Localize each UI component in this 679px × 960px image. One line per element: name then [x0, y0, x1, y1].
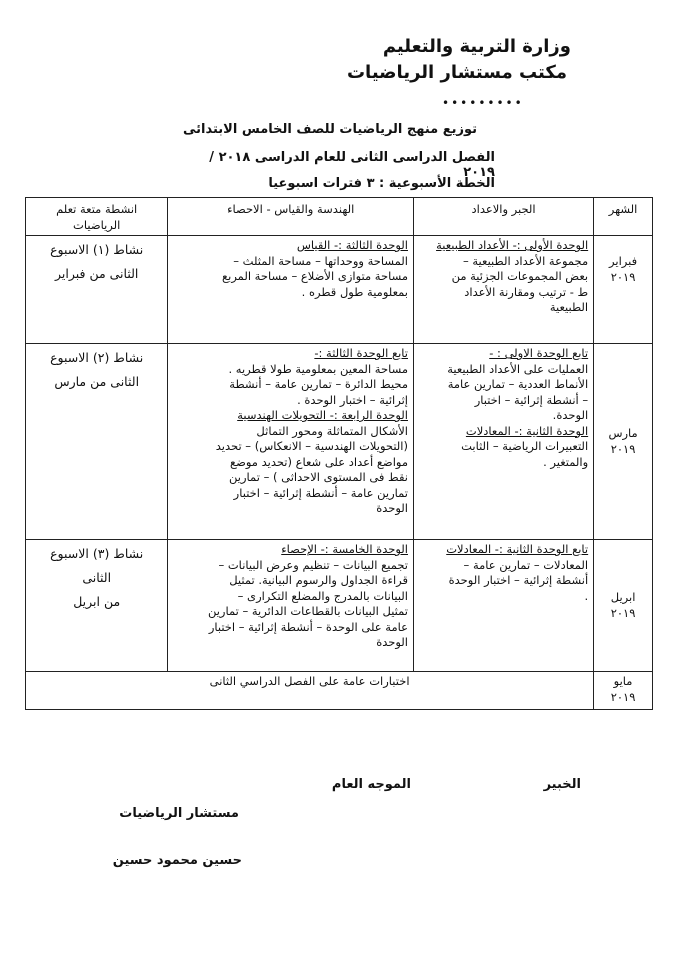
unit-title: الوحدة الرابعة :- التحويلات الهندسية: [237, 408, 408, 422]
month-cell: ابريل ٢٠١٩: [594, 540, 653, 672]
geometry-cell: الوحدة الخامسة :- الإحصاء تجميع البيانات – تنظيم وعرض البيانات – قراءة الجداول والرسوم البيانية. تمثيل البيانات بالمدرج والمضلع التكرارى – تمثيل البيانات بالقطاعات الدائرية – تمارين عامة على الوحدة – أنشطة إثرائية – اختبار الوحدة: [168, 540, 414, 672]
expert-label: الخبير: [543, 777, 581, 792]
unit-title: الوحدة الخامسة :- الإحصاء: [281, 542, 408, 556]
geometry-cell: الوحدة الثالثة :- القياس المساحة ووحداتها – مساحة المثلث – مساحة متوازى الأضلاع – مساحة المربع بمعلومية طول قطره .: [168, 236, 414, 344]
weekly-plan-title: الخطة الأسبوعية : ٣ فترات اسبوعيا: [268, 176, 495, 191]
header-month: الشهر: [594, 198, 653, 236]
header-geometry: الهندسة والقياس - الاحصاء: [168, 198, 414, 236]
unit-title: تابع الوحدة الاولى : -: [489, 346, 589, 360]
advisor-label: مستشار الرياضيات: [119, 806, 239, 821]
unit-title: تابع الوحدة الثالثة :-: [314, 346, 408, 360]
month-cell: مارس ٢٠١٩: [594, 344, 653, 540]
office-name: مكتب مستشار الرياضيات: [346, 62, 567, 83]
month-cell: فبراير ٢٠١٩: [594, 236, 653, 344]
ministry-name: وزارة التربية والتعليم: [382, 36, 571, 57]
table-row: [26, 236, 653, 344]
activity-cell: نشاط (٣) الاسبوع الثانى من ابريل: [26, 540, 168, 672]
unit-title: الوحدة الأولى :- الأعداد الطبيعية: [436, 238, 589, 252]
table-header-row: [26, 198, 653, 236]
algebra-cell: تابع الوحدة الثانية :- المعادلات المعادلات – تمارين عامة – أنشطة إثرائية – اختبار الوحدة .: [414, 540, 594, 672]
unit-title: الوحدة الثانية :- المعادلات: [465, 423, 589, 438]
table-row: [26, 540, 653, 672]
document-title: توزيع منهج الرياضيات للصف الخامس الابتدائى: [182, 122, 478, 137]
activity-cell: نشاط (٢) الاسبوع الثانى من مارس: [26, 344, 168, 540]
unit-title: تابع الوحدة الثانية :- المعادلات: [446, 542, 589, 556]
activity-cell: نشاط (١) الاسبوع الثانى من فبراير: [26, 236, 168, 344]
algebra-cell: الوحدة الأولى :- الأعداد الطبيعية مجموعة الأعداد الطبيعية – بعض المجموعات الجزئية من ط - ترتيب ومقارنة الأعداد الطبيعية: [414, 236, 594, 344]
algebra-cell: تابع الوحدة الاولى : - العمليات على الأعداد الطبيعية الأنماط العددية – تمارين عامة – أنشطة إثرائية – اختبار الوحدة. الوحدة الثانية :- المعادلات التعبيرات الرياضية – الثابت والمتغير .: [414, 344, 594, 540]
header-activities: انشطة متعة تعلم الرياضيات: [26, 198, 168, 236]
final-exams-cell: اختبارات عامة على الفصل الدراسي الثانى: [26, 672, 594, 710]
table-row: [26, 672, 653, 710]
geometry-cell: تابع الوحدة الثالثة :- مساحة المعين بمعلومية طولا قطريه . محيط الدائرة – تمارين عامة – أنشطة إثرائية – اختبار الوحدة . الوحدة الرابعة :- التحويلات الهندسية الأشكال المتماثلة ومحور التماثل (التحويلات الهندسية – الانعكاس) – تحديد مواضع أعداد على شعاع (تحديد موضع نقط فى المستوى الاحداثى ) – تمارين تمارين عامة – أنشطة إثرائية – اختبار الوحدة: [168, 344, 414, 540]
table-row: [26, 344, 653, 540]
curriculum-table: [25, 197, 653, 710]
signer-name: حسين محمود حسين: [112, 853, 242, 868]
supervisor-label: الموجه العام: [331, 777, 411, 792]
semester-title: الفصل الدراسى الثانى للعام الدراسى ٢٠١٨ / ٢٠١٩: [209, 150, 495, 180]
decorative-dots: •••••••••: [442, 96, 524, 110]
header-algebra: الجبر والاعداد: [414, 198, 594, 236]
unit-title: الوحدة الثالثة :- القياس: [296, 238, 408, 252]
month-cell: مايو ٢٠١٩: [594, 672, 653, 710]
